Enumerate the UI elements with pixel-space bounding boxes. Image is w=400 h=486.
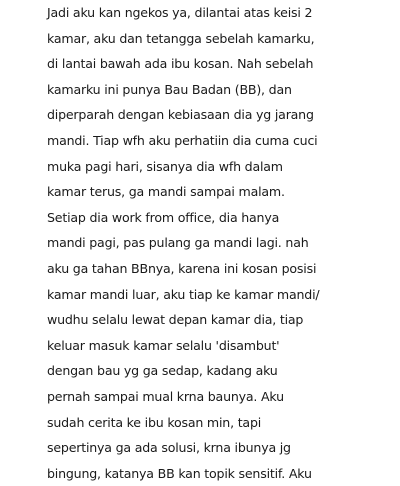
text-line: mandi. Tiap wfh aku perhatiin dia cuma cuci xyxy=(47,132,318,148)
text-line: sepertinya ga ada solusi, krna ibunya jg xyxy=(47,440,291,456)
text-line: bingung, katanya BB kan topik sensitif. Aku xyxy=(47,465,312,481)
text-line: Setiap dia work from office, dia hanya xyxy=(47,209,280,225)
text-line: pernah sampai mual krna baunya. Aku xyxy=(47,388,284,404)
text-line: kamar, aku dan tetangga sebelah kamarku, xyxy=(47,30,315,46)
text-line: di lantai bawah ada ibu kosan. Nah sebelah xyxy=(47,56,314,72)
text-line: diperparah dengan kebiasaan dia yg jarang xyxy=(47,107,314,123)
text-line: keluar masuk kamar selalu 'disambut' xyxy=(47,337,280,353)
text-line: kamarku ini punya Bau Badan (BB), dan xyxy=(47,81,292,97)
text-line: sudah cerita ke ibu kosan min, tapi xyxy=(47,414,262,430)
text-line: kamar mandi luar, aku tiap ke kamar mandi/ xyxy=(47,286,320,302)
text-line: mandi pagi, pas pulang ga mandi lagi. nah xyxy=(47,235,309,251)
text-line: dengan bau yg ga sedap, kadang aku xyxy=(47,363,278,379)
text-line: aku ga tahan BBnya, karena ini kosan posisi xyxy=(47,260,317,276)
text-line: kamar terus, ga mandi sampai malam. xyxy=(47,184,285,200)
text-line: wudhu selalu lewat depan kamar dia, tiap xyxy=(47,312,304,328)
story-text xyxy=(47,0,397,486)
text-line: Jadi aku kan ngekos ya, dilantai atas keisi 2 xyxy=(47,5,313,20)
text-line: muka pagi hari, sisanya dia wfh dalam xyxy=(47,158,283,174)
